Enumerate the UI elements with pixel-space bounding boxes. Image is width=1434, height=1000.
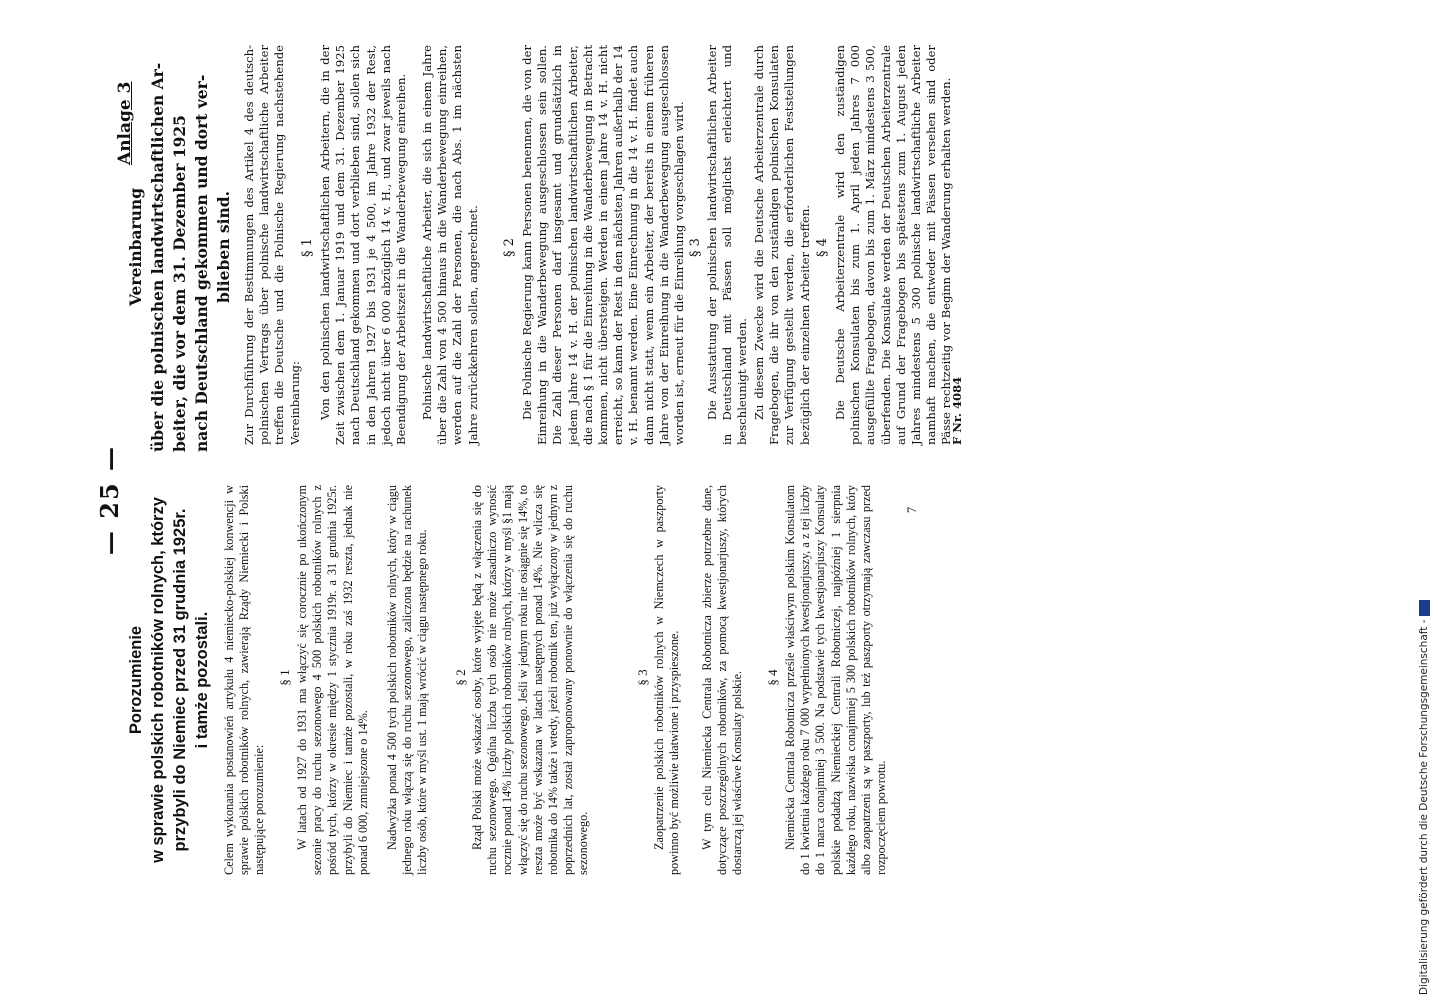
page-number: — 25 — xyxy=(95,444,124,556)
polish-section-1-para-2: Nadwyżka ponad 4 500 tych polskich robotników rolnych, który w ciągu jednego roku włączą się do ruchu sezonowego, zaliczona będzie na rachunek liczby osób, które w myśl ust. 1 mają wrócić w ciągu następnego roku. xyxy=(385,485,430,875)
polish-intro: Celem wykonania postanowień artykułu 4 niemiecko-polskiej konwencji w sprawie polskich robotników rolnych, zawierają Rządy Niemiecki i Polski następujące porozumienie: xyxy=(222,485,267,875)
anlage-label: Anlage 3 xyxy=(115,81,135,165)
polish-title xyxy=(125,485,213,875)
polish-title-line-4: i tamże pozostali. xyxy=(193,611,211,749)
polish-title-line-2: w sprawie polskich robotników rolnych, którzy xyxy=(149,497,167,863)
german-section-1-heading: § 1 xyxy=(300,238,315,257)
german-title-line-1: Vereinbarung xyxy=(126,187,145,307)
polish-section-3-para-2: W tym celu Niemiecka Centrala Robotnicza zbierze potrzebne dane, dotyczące poszczególnych robotników, za pomocą kwestjonarjuszy, których dostarczą jej właściwe Konsulaty polskie. xyxy=(700,485,745,875)
polish-footer-number: 7 xyxy=(905,506,919,514)
polish-section-1-para-1: W latach od 1927 do 1931 ma włączyć się corocznie po ukończonym sezonie pracy do ruchu sezonowego 4 500 polskich robotników rolnych z pośród tych, którzy w okresie między 1 stycznia 1919r. a 31 grudnia 1925r. przybyli do Niemiec i tamże pozostali, w roku zaś 1932 reszta, jednak nie ponad 6 000, zmniejszone o 14%. xyxy=(295,485,370,875)
polish-section-4-heading: § 4 xyxy=(765,669,780,686)
german-title-line-3: beiter, die vor dem 31. Dezember 1925 xyxy=(170,115,189,452)
credit-text: Digitalisierung gefördert durch die Deutsche Forschungsgemeinschaft - xyxy=(1418,619,1430,995)
german-section-2-para-1: Die Polnische Regierung kann Personen benennen, die von der Einreihung in die Wanderbewegung ausgeschlossen sein sollen. Die Zahl dieser Personen darf insgesamt und grundsätzlich in jedem Jahre 14 v. H. der polnischen landwirtschaftlichen Arbeiter, die nach § 1 für die Einreihung in die Wanderbewegung in Betracht kommen, nicht übersteigen. Werden in einem Jahre 14 v. H. nicht erreicht, so kann der Rest in den nächsten Jahren außerhalb der 14 v. H. benannt werden. Eine Einrechnung in die 14 v. H. findet auch dann nicht statt, wenn ein Arbeiter, der bereits in einem früheren Jahre von der Einreihung in die Wanderbewegung ausgeschlossen worden ist, erneut für die Einreihung vorgeschlagen wird. xyxy=(520,45,687,445)
german-section-2-heading: § 2 xyxy=(502,238,517,257)
polish-title-line-3: przybyli do Niemiec przed 31 grudnia 1925r. xyxy=(171,508,189,852)
german-section-4-para-1: Die Deutsche Arbeiterzentrale wird den zuständigen polnischen Konsulaten bis zum 1. April jeden Jahres 7 000 ausgefüllte Fragebogen, davon bis zum 1. März mindestens 3 500, überfenden. Die Konsulate werden der Deutschen Arbeiterzentrale auf Grund der Fragebogen bis spätestens zum 1. August jeden Jahres mindestens 5 300 polnische landwirtschaftliche Arbeiter namhaft machen, die entweder mit Pässen versehen sind oder Pässe rechtzeitig vor Beginn der Wanderung erhalten werden. xyxy=(833,45,954,445)
polish-section-3-para-1: Zaopatrzenie polskich robotników rolnych w Niemczech w paszporty powinno być możliwie ułatwione i przyspieszone. xyxy=(652,485,682,875)
german-section-1-para-2: Polnische landwirtschaftliche Arbeiter, die sich in einem Jahre über die Zahl von 4 500 hinaus in die Wanderbewegung einreihen, werden auf die Zahl der Personen, die nach Abs. 1 im nächsten Jahre zurückkehren sollen, angerechnet. xyxy=(420,45,480,445)
german-title-line-5: blieben sind. xyxy=(214,191,233,303)
german-footer-code: F Nr. 4084 xyxy=(950,376,964,445)
german-section-4-heading: § 4 xyxy=(815,238,830,257)
polish-title-line-1: Porozumienie xyxy=(127,625,145,735)
german-title xyxy=(125,42,235,452)
german-section-3-para-1: Die Ausstattung der polnischen landwirtschaftlichen Arbeiter in Deutschland mit Pässen soll möglichst erleichtert und beschleunigt werden. xyxy=(705,45,750,445)
german-section-1-para-1: Von den polnischen landwirtschaftlichen Arbeitern, die in der Zeit zwischen dem 1. Januar 1919 und dem 31. Dezember 1925 nach Deutschland gekommen und dort verblieben sind, sollen sich in den Jahren 1927 bis 1931 je 4 500, im Jahre 1932 der Rest, jedoch nicht über 6 000 abzüglich 14 v. H., und zwar jeweils nach Beendigung der Arbeitszeit in die Wanderbewegung einreihen. xyxy=(318,45,409,445)
german-intro: Zur Durchführung der Bestimmungen des Artikel 4 des deutsch-polnischen Vertrags über polnische landwirtschaftliche Arbeiter treffen die Deutsche und die Polnische Regierung nachstehende Vereinbarung: xyxy=(242,45,302,445)
german-section-3-para-2: Zu diesem Zwecke wird die Deutsche Arbeiterzentrale durch Fragebogen, die ihr von den zuständigen polnischen Konsulaten zur Verfügung gestellt werden, die erforderlichen Feststellungen bezüglich der einzelnen Arbeiter treffen. xyxy=(752,45,812,445)
polish-section-1-heading: § 1 xyxy=(277,669,292,686)
german-title-line-4: nach Deutschland gekommen und dort ver- xyxy=(192,74,211,452)
polish-section-2-heading: § 2 xyxy=(453,669,468,686)
polish-section-3-heading: § 3 xyxy=(635,669,650,686)
dfg-logo-icon xyxy=(1419,600,1430,616)
german-title-line-2: über die polnischen landwirtschaftlichen Ar- xyxy=(148,62,167,452)
digitization-credit xyxy=(1418,0,1434,995)
polish-section-2-para-1: Rząd Polski może wskazać osoby, które wyjęte będą z włączenia się do ruchu sezonowego. Ogólna liczba tych osób nie może zasadniczo wynosić rocznie ponad 14% liczby polskich robotników rolnych, którzy w myśl §1 mają włączyć się do ruchu sezonowego. Jeśli w jednym roku nie osiągnie się 14%, to reszta może być wskazana w latach następnych ponad 14%. Nie wlicza się robotnika do 14% także i wtedy, jeżeli robotnik ten, już wyłączony w jednym z poprzednich lat, został zaproponowany ponownie do włączenia się do ruchu sezonowego. xyxy=(470,485,591,875)
german-section-3-heading: § 3 xyxy=(688,238,703,257)
polish-section-4-para-1: Niemiecka Centrala Robotnicza prześle właściwym polskim Konsulatom do 1 kwietnia każdego roku 7 000 wypełnionych kwestjonarjuszy, a z tej liczby do 1 marca conajmniej 3 500. Na podstawie tych kwestjonarjuszy Konsulaty polskie podadzą Niemieckiej Centrali Robotniczej, najpóźniej 1 sierpnia każdego roku, nazwiska conajmniej 5 300 polskich robotników rolnych, który albo zaopatrzeni są w paszporty, lub też paszporty otrzymają zawczasu przed rozpoczęciem powrotu. xyxy=(783,485,889,875)
